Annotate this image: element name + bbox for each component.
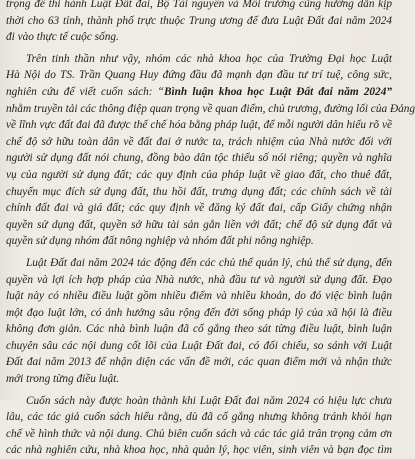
text-line: chuyển mục đích sử dụng đất, thu hồi đất, trưng dụng đất; các chính sách về tài — [6, 185, 392, 198]
text-line: mới trong từng điều luật. — [6, 373, 120, 386]
text-line: Cuốn sách này được hoàn thành khi Luật Đất đai năm 2024 có hiệu lực chưa — [26, 394, 392, 407]
text-line-with-title — [6, 84, 392, 101]
text-line: quyền sử dụng đất, quyền sở hữu tài sản gắn liền với đất; chế độ sử dụng đất và — [6, 218, 392, 231]
text-line: chính đất đai và giá đất; các quy định về đăng ký đất đai, cấp Giấy chứng nhận — [6, 202, 392, 215]
book-title: Bình luận khoa học Luật Đất đai năm 2024” — [163, 85, 392, 98]
text-line: trọng để thi hành Luật Đất đai, Bộ Tài nguyên và Môi trường cũng hướng dẫn kịp — [6, 0, 392, 10]
text-line: một đạo luật lớn, có ảnh hưởng sâu rộng đến đời sống pháp lý của xã hội là điều — [6, 306, 392, 319]
text-line: vụ của người sử dụng đất; các quy định của pháp luật về giao đất, cho thuê đất, — [6, 168, 392, 181]
paragraph-4 — [6, 393, 392, 459]
text-line: Hà Nội do TS. Trần Quang Huy đứng đầu đã mạnh dạn đầu tư trí tuệ, công sức, — [6, 69, 392, 82]
text-line: đi vào thực tế cuộc sống. — [6, 31, 119, 44]
paragraph-2 — [6, 51, 415, 250]
body-text — [6, 0, 415, 459]
paragraph-1 — [6, 0, 392, 46]
text-line: chế về hình thức và nội dung. Chủ biên cuốn sách và các tác giả trân trọng cảm ơn — [6, 427, 392, 440]
text-line: luật này có nhiều điều luật gồm nhiều điểm và nhiều khoản, do đó việc bình luận — [6, 290, 392, 303]
text-line: nhằm truyền tải các thông điệp quan trọng về quan điểm, chủ trương, đường lối của Đảng — [6, 102, 415, 115]
text-line: lâu, các tác giả cuốn sách hiểu rằng, dù đã cố gắng nhưng không tránh khỏi hạn — [6, 411, 392, 424]
text-line: Đất đai năm 2013 để nhận diện các vấn đề mới, các quan điểm mới và nhận thức — [6, 356, 392, 369]
text-line: Luật Đất đai năm 2024 tác động đến các chủ thể quản lý, chủ thể sử dụng, đến — [26, 256, 392, 269]
text-fragment: nghiên cứu để viết cuốn sách: “ — [6, 85, 164, 98]
text-line: thời cho 63 tỉnh, thành phố trực thuộc Trung ương để đưa Luật Đất đai năm 2024 — [6, 14, 392, 27]
text-line: về lĩnh vực đất đai đã được thể chế hóa bằng pháp luật, để mỗi người dân hiểu rõ về — [6, 119, 392, 132]
text-line: không đơn giản. Các nhà bình luận đã cố gắng theo sát từng điều luật, bình luận — [6, 323, 392, 336]
text-line: người sử dụng đất nói chung, đồng bào dân tộc thiểu số nói riêng; quyền và nghĩa — [6, 152, 392, 165]
paragraph-3 — [6, 255, 392, 388]
text-line: quyền sử dụng nhóm đất nông nghiệp và nhóm đất phi nông nghiệp. — [6, 235, 314, 248]
text-line: chế độ sở hữu toàn dân về đất đai ở nước ta, trách nhiệm của Nhà nước đối với — [6, 135, 392, 148]
text-line: chuyên sâu các nội dung cốt lõi của Luật Đất đai, có đối chiếu, so sánh với Luật — [6, 339, 392, 352]
text-line: các nhà nghiên cứu, nhà khoa học, nhà quản lý, học viên, sinh viên và bạn đọc tìm — [6, 444, 392, 457]
text-line: quyền và lợi ích hợp pháp của Nhà nước, nhà đầu tư và người sử dụng đất. Đạo — [6, 273, 392, 286]
text-line: Trên tinh thần như vậy, nhóm các nhà khoa học của Trường Đại học Luật — [26, 52, 392, 65]
